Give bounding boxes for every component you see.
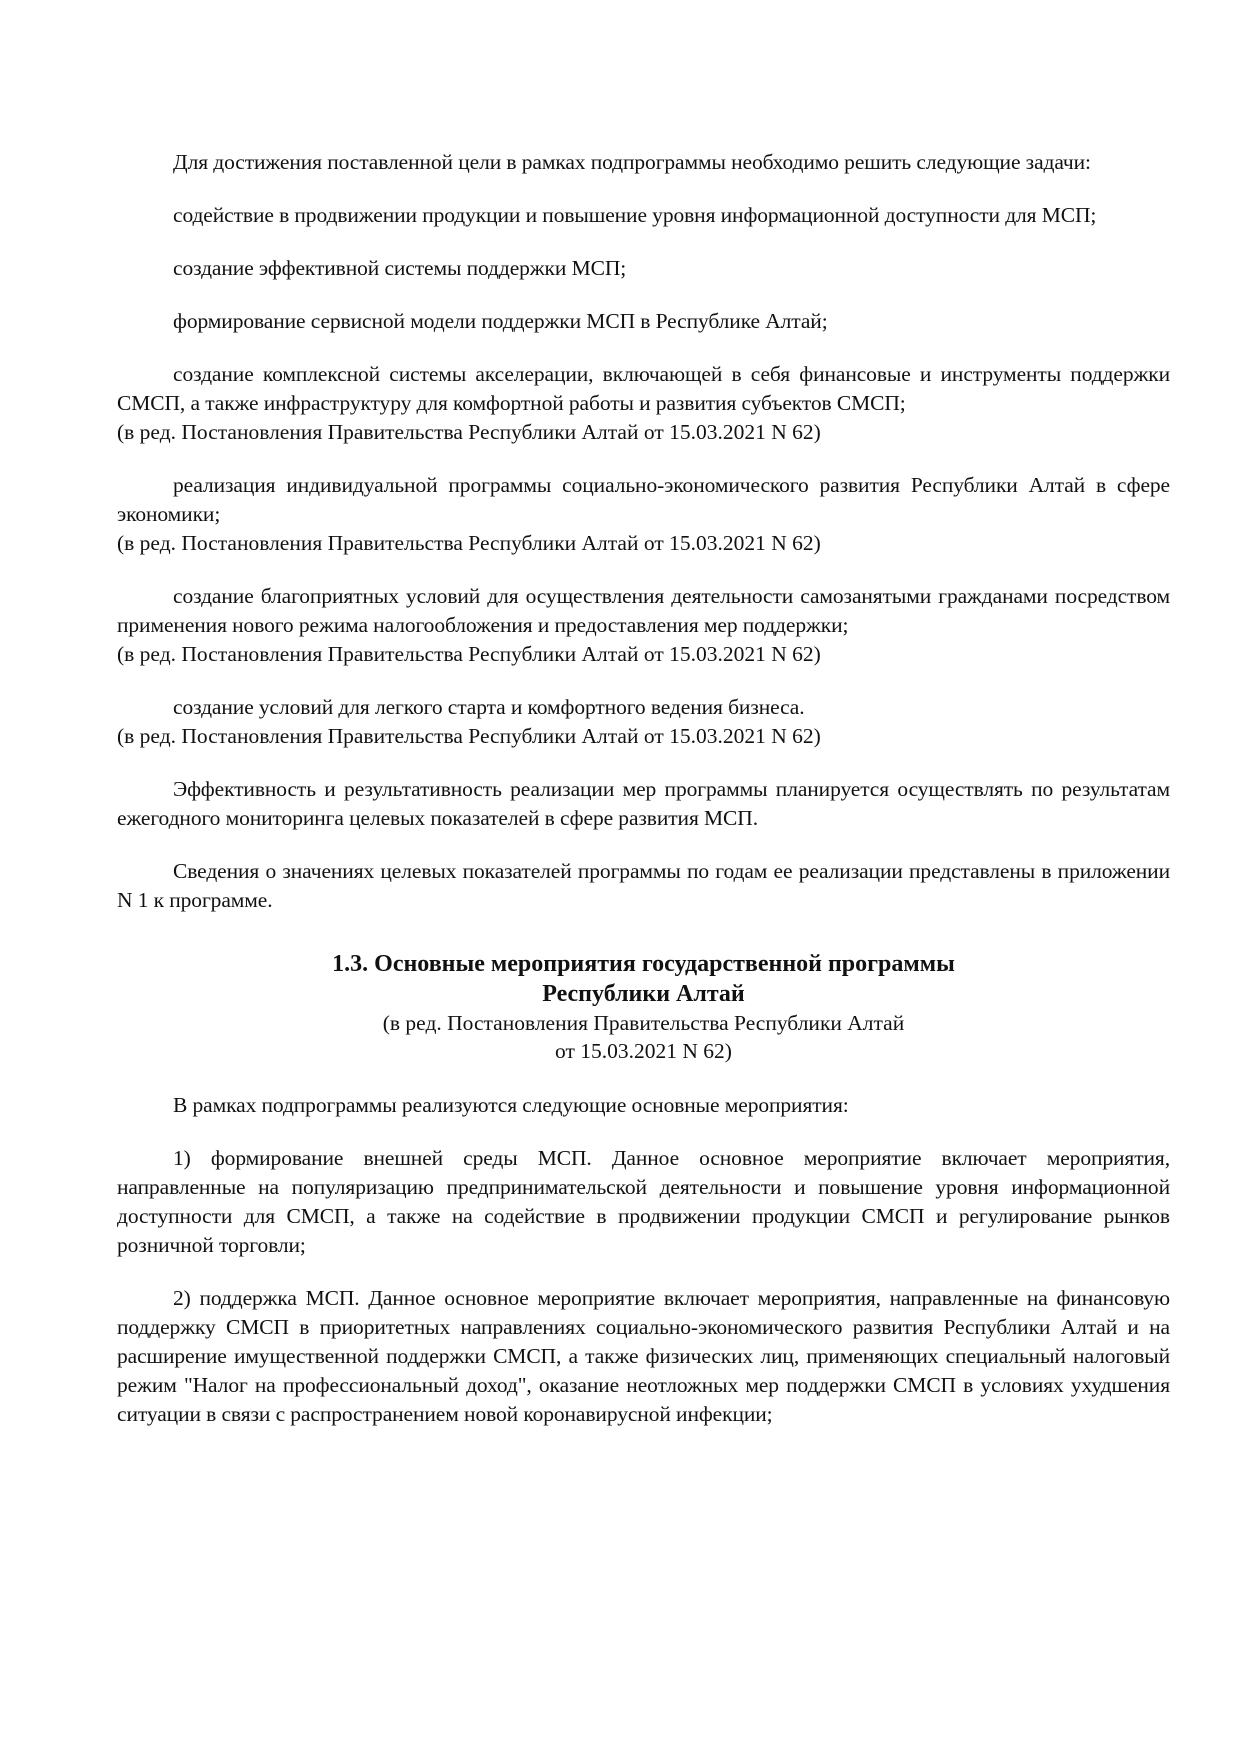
activity-item: 2) поддержка МСП. Данное основное мероприятие включает мероприятия, направленные на финансовую поддержку СМСП в приоритетных направлениях социально-экономического развития Республики Алтай и на расширение имущественной поддержки СМСП, а также физических лиц, применяющих специальный налоговый режим "Налог на профессиональный доход", оказание неотложных мер поддержки СМСП в условиях ухудшения ситуации в связи с распространением новой коронавирусной инфекции; (117, 1286, 1170, 1426)
efficiency-paragraph: Эффективность и результативность реализации мер программы планируется осуществлять по результатам ежегодного мониторинга целевых показателей в сфере развития МСП. (117, 777, 1170, 830)
activity-item: 1) формирование внешней среды МСП. Данное основное мероприятие включает мероприятия, направленные на популяризацию предпринимательской деятельности и повышение уровня информационной доступности для СМСП, а также на содействие в продвижении продукции СМСП и регулирование рынков розничной торговли; (117, 1146, 1170, 1257)
task-item: содействие в продвижении продукции и повышение уровня информационной доступности для МСП; (173, 203, 1097, 227)
section-amendment (117, 1009, 1170, 1065)
activities-intro: В рамках подпрограммы реализуются следующие основные мероприятия: (173, 1093, 849, 1117)
task-item: формирование сервисной модели поддержки МСП в Республике Алтай; (173, 309, 828, 333)
section-amend-line1: (в ред. Постановления Правительства Республики Алтай (382, 1011, 905, 1035)
indicators-paragraph: Сведения о значениях целевых показателей программы по годам ее реализации представлены в приложении N 1 к программе. (117, 859, 1170, 912)
document-page (117, 148, 1170, 1453)
task-item: создание условий для легкого старта и комфортного ведения бизнеса. (173, 695, 805, 719)
task-item: создание комплексной системы акселерации, включающей в себя финансовые и инструменты поддержки СМСП, а также инфраструктуру для комфортной работы и развития субъектов СМСП; (117, 362, 1170, 415)
intro-paragraph: Для достижения поставленной цели в рамках подпрограммы необходимо решить следующие задачи: (173, 150, 1091, 174)
section-title-line1: 1.3. Основные мероприятия государственной программы (332, 951, 955, 977)
section-title-line2: Республики Алтай (542, 981, 745, 1007)
task-item: создание благоприятных условий для осуществления деятельности самозанятыми гражданами посредством применения нового режима налогообложения и предоставления мер поддержки; (117, 584, 1170, 637)
task-item: реализация индивидуальной программы социально-экономического развития Республики Алтай в сфере экономики; (117, 473, 1170, 526)
amendment-note: (в ред. Постановления Правительства Республики Алтай от 15.03.2021 N 62) (117, 420, 821, 444)
amendment-note: (в ред. Постановления Правительства Республики Алтай от 15.03.2021 N 62) (117, 724, 821, 748)
task-item: создание эффективной системы поддержки МСП; (173, 256, 627, 280)
section-heading (117, 949, 1170, 1009)
section-amend-line2: от 15.03.2021 N 62) (555, 1039, 732, 1063)
amendment-note: (в ред. Постановления Правительства Республики Алтай от 15.03.2021 N 62) (117, 531, 821, 555)
amendment-note: (в ред. Постановления Правительства Республики Алтай от 15.03.2021 N 62) (117, 642, 821, 666)
